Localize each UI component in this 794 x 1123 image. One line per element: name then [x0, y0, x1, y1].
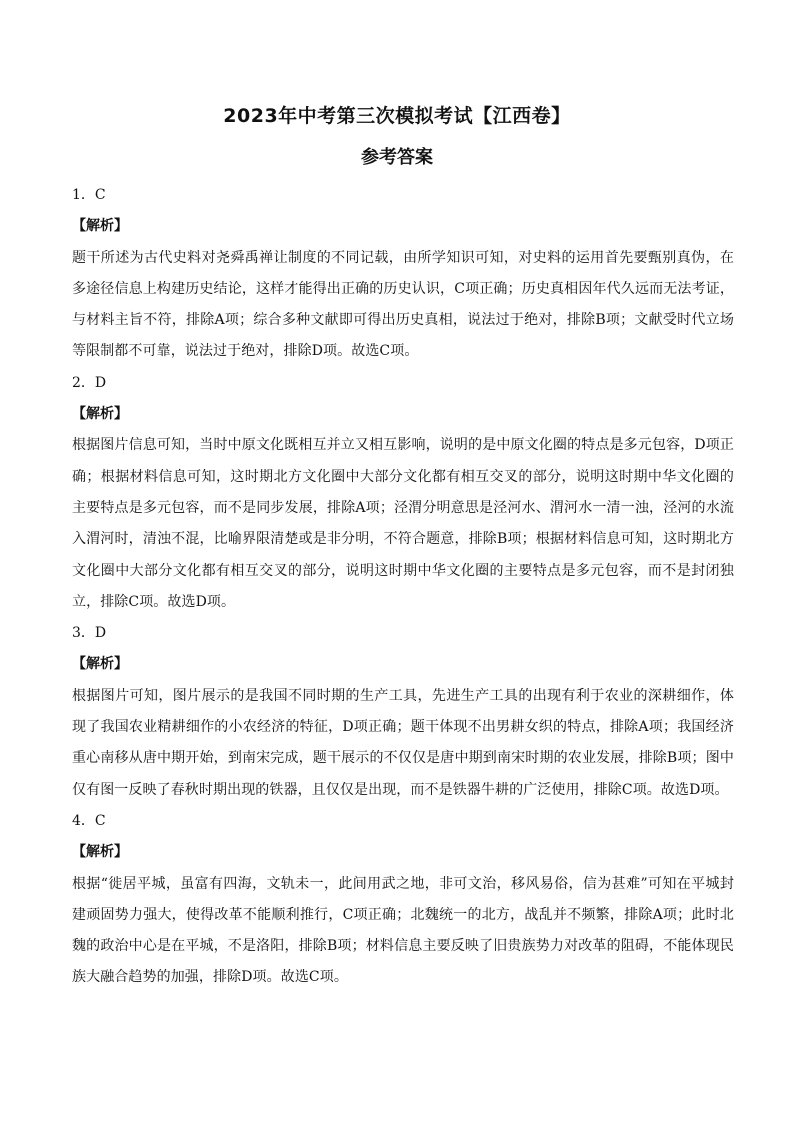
analysis-text: 根据图片可知，图片展示的是我国不同时期的生产工具，先进生产工具的出现有利于农业的深耕细作，体现了我国农业精耕细作的小农经济的特征，D项正确；题干体现不出男耕女织的特点，排除A项；我国经济重心南移从唐中期开始，到南宋完成，题干展示的不仅仅是唐中期到南宋时期的农业发展，排除B项；图中仅有图一反映了春秋时期出现的铁器，且仅仅是出现，而不是铁器牛耕的广泛使用，排除C项。故选D项。: [72, 687, 734, 798]
document-subtitle: 参考答案: [361, 147, 433, 168]
question-item: [72, 180, 734, 368]
document-title: 2023年中考第三次模拟考试【江西卷】: [223, 105, 571, 127]
analysis-label: 【解析】: [72, 218, 128, 235]
question-number: 1．C: [72, 187, 106, 203]
question-number: 2．D: [72, 374, 107, 391]
analysis-label: 【解析】: [72, 656, 128, 673]
question-item: [72, 618, 734, 806]
analysis-text: 根据图片信息可知，当时中原文化既相互并立又相互影响，说明的是中原文化圈的特点是多元包容，D项正确；根据材料信息可知，这时期北方文化圈中大部分文化都有相互交叉的部分，说明这时期中华文化圈的主要特点是多元包容，而不是同步发展，排除A项；泾渭分明意思是泾河水、渭河水一清一浊，泾河的水流入渭河时，清浊不混，比喻界限清楚或是非分明，不符合题意，排除B项；根据材料信息可知，这时期北方文化圈中大部分文化都有相互交叉的部分，说明这时期中华文化圈的主要特点是多元包容，而不是封闭独立，排除C项。故选D项。: [72, 437, 734, 610]
question-number: 4．C: [72, 812, 106, 829]
question-item: [72, 806, 734, 994]
answer-list: [72, 180, 734, 994]
question-item: [72, 368, 734, 618]
question-number: 3．D: [72, 625, 107, 642]
analysis-label: 【解析】: [72, 844, 128, 861]
analysis-text: 题干所述为古代史料对尧舜禹禅让制度的不同记载，由所学知识可知，对史料的运用首先要甄别真伪，在多途径信息上构建历史结论，这样才能得出正确的历史认识，C项正确；历史真相因年代久远而无法考证，与材料主旨不符，排除A项；综合多种文献即可得出历史真相，说法过于绝对，排除B项；文献受时代立场等限制都不可靠，说法过于绝对，排除D项。故选C项。: [72, 249, 734, 360]
analysis-label: 【解析】: [72, 406, 128, 423]
analysis-text: 根据“徙居平城，虽富有四海，文轨未一，此间用武之地，非可文治，移风易俗，信为甚难”可知在平城封建顽固势力强大，使得改革不能顺利推行，C项正确；北魏统一的北方，战乱并不频繁，排除A项；此时北魏的政治中心是在平城，不是洛阳，排除B项；材料信息主要反映了旧贵族势力对改革的阻碍，不能体现民族大融合趋势的加强，排除D项。故选C项。: [72, 875, 734, 986]
